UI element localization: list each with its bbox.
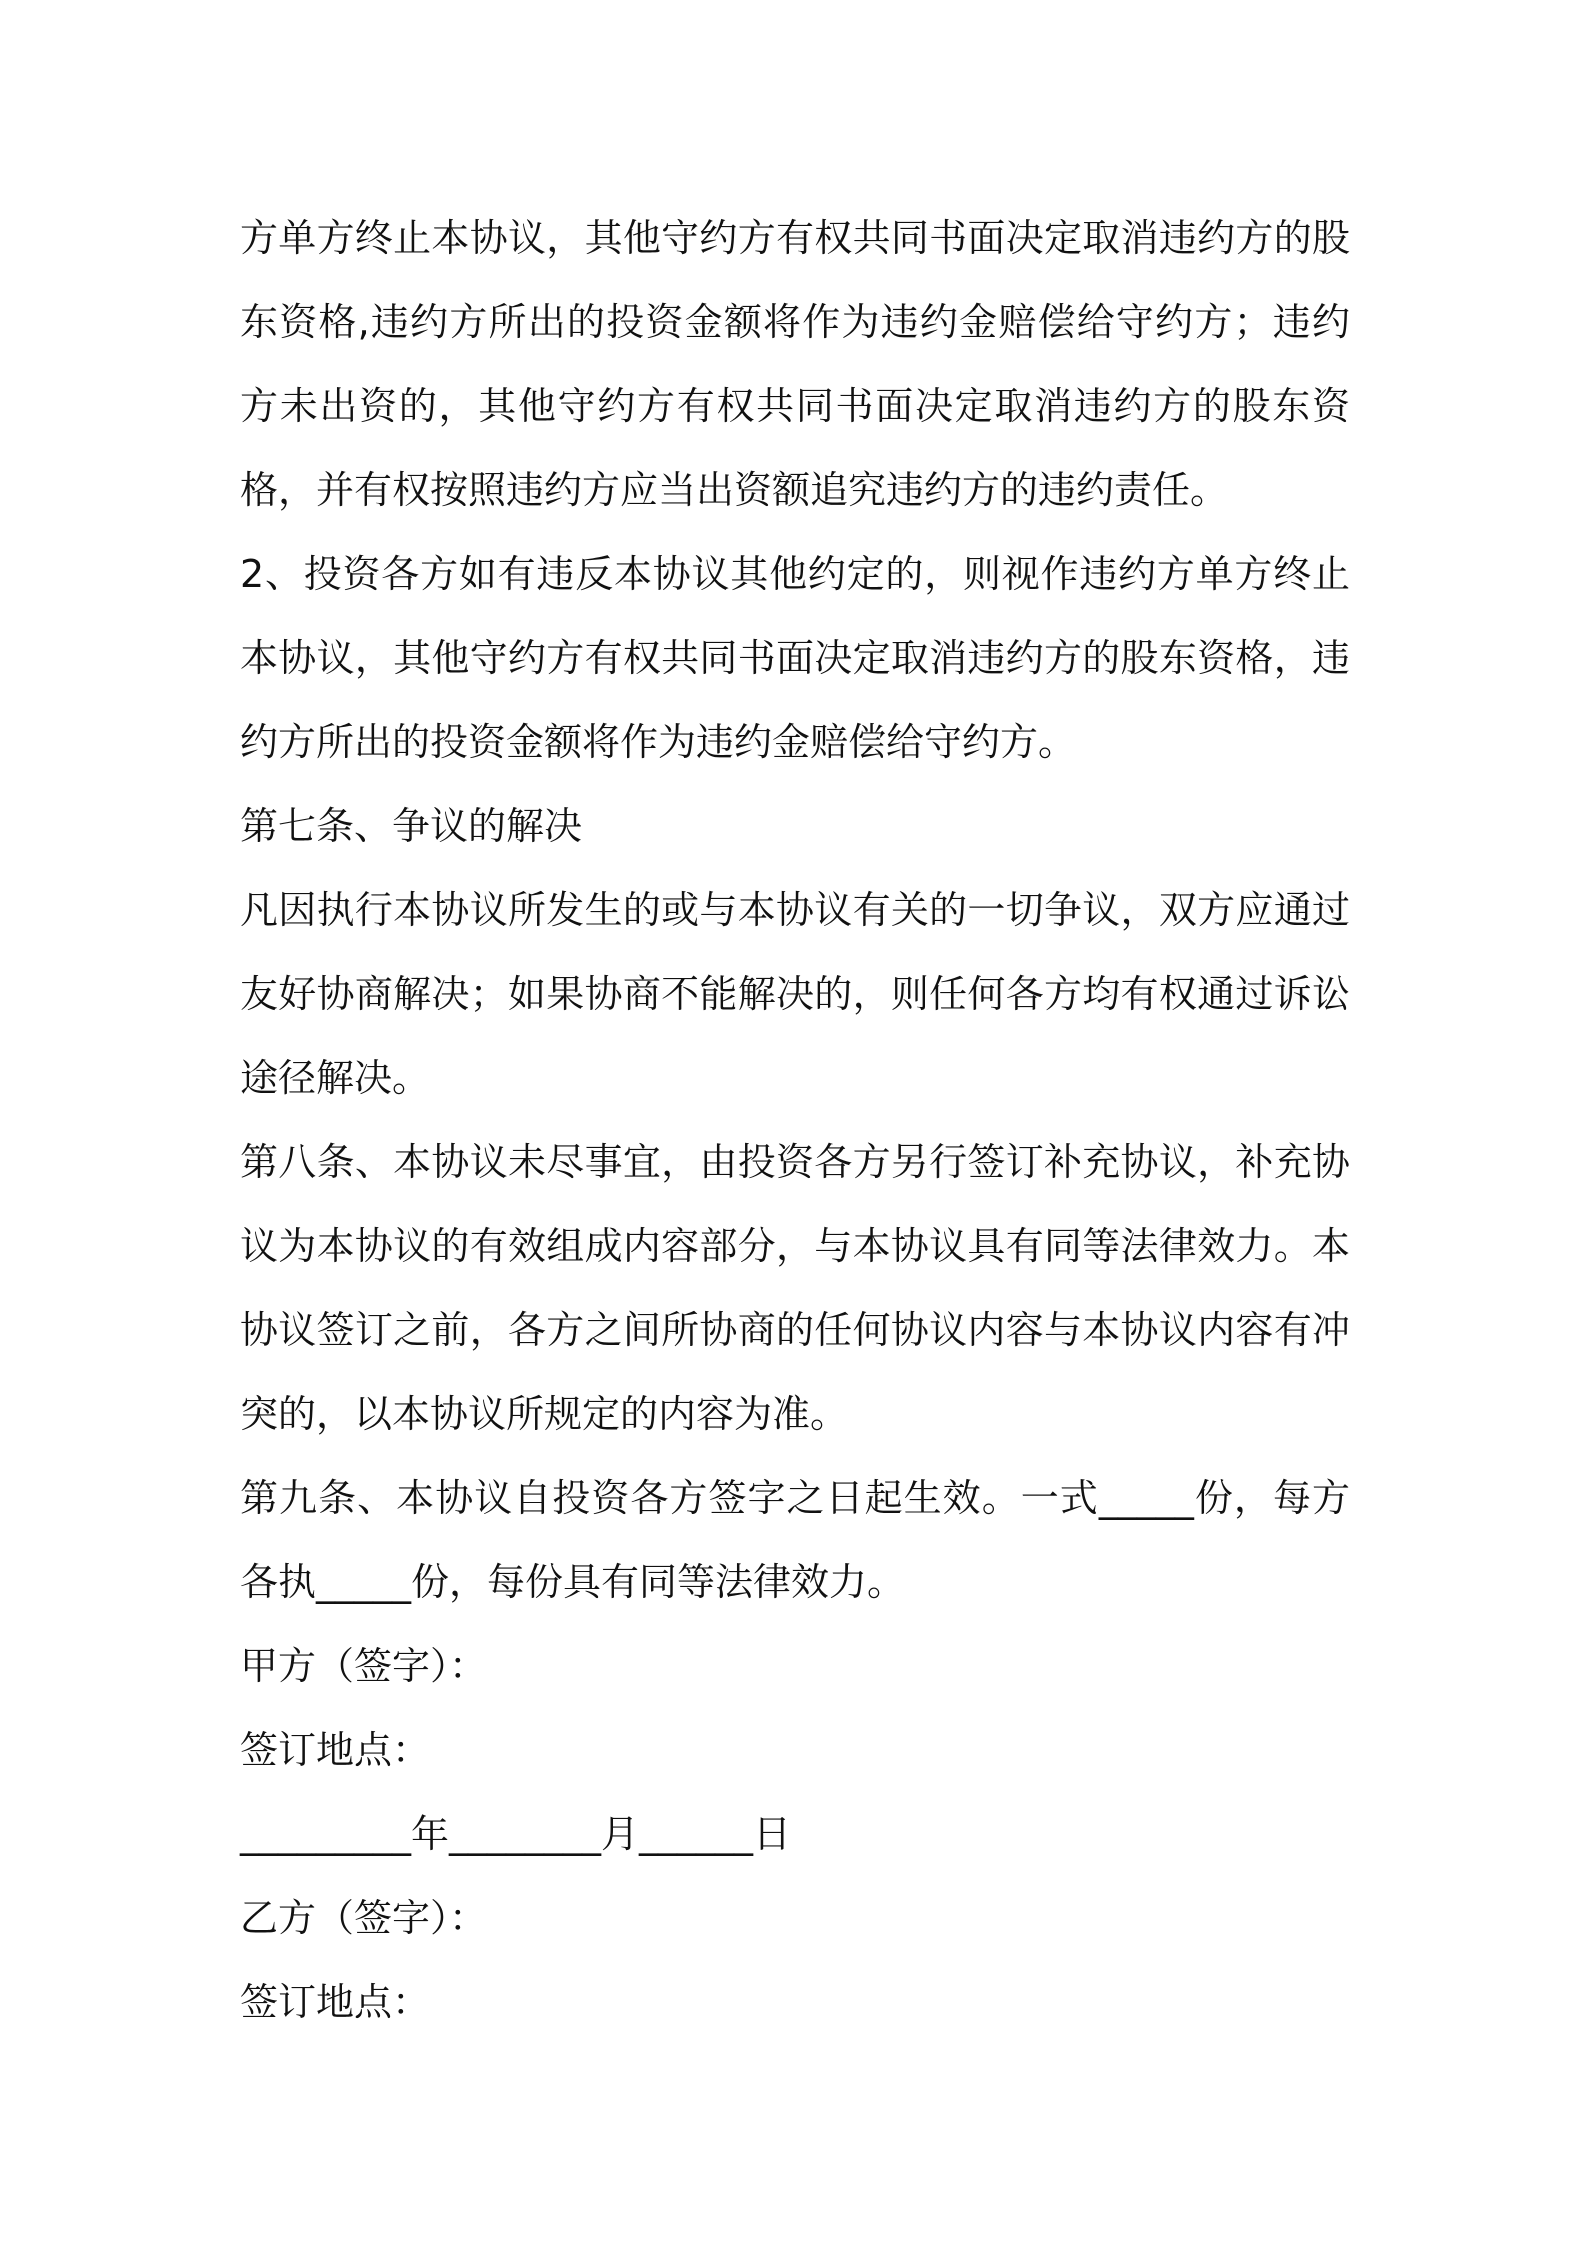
signing-date-line: _________年________月______日	[240, 1812, 792, 1856]
signing-place-a-label: 签订地点：	[240, 1728, 431, 1772]
paragraph-article-8: 第八条、本协议未尽事宜，由投资各方另行签订补充协议，补充协议为本协议的有效组成内容部分，与本协议具有同等法律效力。本协议签订之前，各方之间所协商的任何协议内容与本协议内容有冲突的，以本协议所规定的内容为准。	[240, 1140, 1350, 1436]
section-heading-article-7: 第七条、争议的解决	[240, 804, 583, 848]
party-b-signature-label: 乙方（签字）：	[240, 1896, 488, 1940]
document-body	[240, 196, 1350, 2044]
paragraph-breach-clause-continued: 方单方终止本协议，其他守约方有权共同书面决定取消违约方的股东资格,违约方所出的投资金额将作为违约金赔偿给守约方；违约方未出资的，其他守约方有权共同书面决定取消违约方的股东资格，并有权按照违约方应当出资额追究违约方的违约责任。	[240, 216, 1350, 512]
signing-place-b-label: 签订地点：	[240, 1980, 431, 2024]
paragraph-dispute-resolution: 凡因执行本协议所发生的或与本协议有关的一切争议，双方应通过友好协商解决；如果协商不能解决的，则任何各方均有权通过诉讼途径解决。	[240, 888, 1350, 1100]
paragraph-article-9: 第九条、本协议自投资各方签字之日起生效。一式_____份，每方各执_____份，每份具有同等法律效力。	[240, 1476, 1350, 1604]
paragraph-breach-clause-2: 2、投资各方如有违反本协议其他约定的，则视作违约方单方终止本协议，其他守约方有权共同书面决定取消违约方的股东资格，违约方所出的投资金额将作为违约金赔偿给守约方。	[240, 552, 1350, 764]
party-a-signature-label: 甲方（签字）：	[240, 1644, 488, 1688]
